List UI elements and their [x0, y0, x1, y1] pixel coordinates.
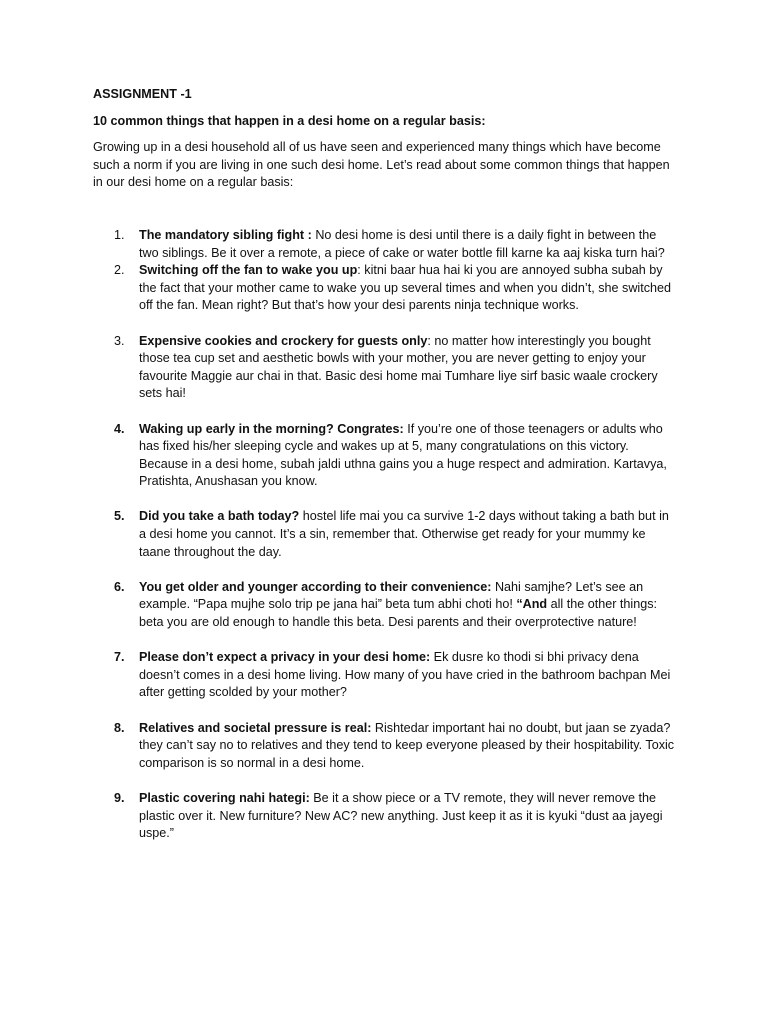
list-item-number: 5. [114, 509, 125, 524]
list-item-title: Switching off the fan to wake you up [139, 263, 358, 278]
list-item-text: Nahi samjhe? Let’s see an example. “Papa mujhe solo trip pe jana hai” beta tum abhi choti ho! [139, 579, 644, 612]
list-item [93, 649, 675, 702]
list-item [93, 790, 675, 843]
list-item-text: If you’re one of those teenagers or adults who has fixed his/her sleeping cycle and wakes up at 5, many congratulations on this victory. Because in a desi home, subah jaldi uthna gains you a huge respect and admiration. Kartavya, Pratishta, Anushasan you know. [139, 421, 667, 489]
list-item-title: Waking up early in the morning? Congrates: [139, 421, 404, 436]
list-item-text: No desi home is desi until there is a daily fight in between the two siblings. Be it over a remote, a piece of cake or water bottle fill karne ka aaj kiska turn hai? [139, 227, 665, 260]
list-item-bold-phrase: “And [516, 597, 548, 612]
list-item [93, 262, 675, 315]
list-item-text: : no matter how interestingly you bought those tea cup set and aesthetic bowls with your mother, you are never getting to enjoy your favourite Maggie aur chai in that. Basic desi home mai Tumhare liye sirf basic waale crockery sets hai! [139, 333, 658, 401]
list-item [93, 333, 675, 403]
list-item-title: Expensive cookies and crockery for guests only [139, 333, 428, 348]
list-item-number: 8. [114, 720, 125, 735]
list-item-number: 4. [114, 421, 125, 436]
list-item-number: 2. [114, 263, 125, 278]
list-item-title: You get older and younger according to their convenience: [139, 579, 492, 594]
document-title: 10 common things that happen in a desi home on a regular basis: [93, 113, 486, 128]
list-item-number: 1. [114, 227, 125, 242]
list-item [93, 508, 675, 561]
list-item [93, 579, 675, 632]
list-item-title: Please don’t expect a privacy in your desi home: [139, 650, 431, 665]
list-item-title: Plastic covering nahi hategi: [139, 790, 310, 805]
list-item-title: Relatives and societal pressure is real: [139, 720, 372, 735]
list-item-number: 3. [114, 333, 125, 348]
list-item-text: all the other things: beta you are old enough to handle this beta. Desi parents and their overprotective nature! [139, 597, 658, 630]
numbered-list [93, 227, 675, 843]
list-item [93, 227, 675, 262]
list-item-text: hostel life mai you ca survive 1-2 days without taking a bath but in a desi home you cannot. It’s a sin, remember that. Otherwise get ready for your mummy ke taane throughout the day. [139, 509, 669, 559]
list-item-text: Ek dusre ko thodi si bhi privacy dena doesn’t comes in a desi home living. How many of you have cried in the bathroom bachpan Mei after getting scolded by your mother? [139, 650, 671, 700]
intro-paragraph: Growing up in a desi household all of us have seen and experienced many things which have become such a norm if you are living in one such desi home. Let’s read about some common things that happen in our desi home on a regular basis: [93, 140, 670, 190]
list-item-number: 7. [114, 650, 125, 665]
document-body [93, 86, 675, 843]
list-item [93, 421, 675, 491]
list-item-number: 6. [114, 579, 125, 594]
list-item-text: Be it a show piece or a TV remote, they will never remove the plastic over it. New furniture? New AC? new anything. Just keep it as it is kyuki “dust aa jayegi uspe.” [139, 790, 663, 841]
list-item [93, 720, 675, 773]
assignment-label: ASSIGNMENT -1 [93, 87, 192, 101]
list-item-title: The mandatory sibling fight : [139, 227, 312, 242]
list-item-number: 9. [114, 790, 125, 805]
list-item-text: Rishtedar important hai no doubt, but jaan se zyada? they can’t say no to relatives and they tend to keep everyone pleased by their hospitability. Toxic comparison is so normal in a desi home. [139, 720, 675, 770]
list-item-text: : kitni baar hua hai ki you are annoyed subha subah by the fact that your mother came to wake you up several times and when you didn’t, she switched off the fan. Mean right? But that’s how your desi parents ninja technique works. [139, 263, 672, 313]
list-item-title: Did you take a bath today? [139, 509, 300, 524]
